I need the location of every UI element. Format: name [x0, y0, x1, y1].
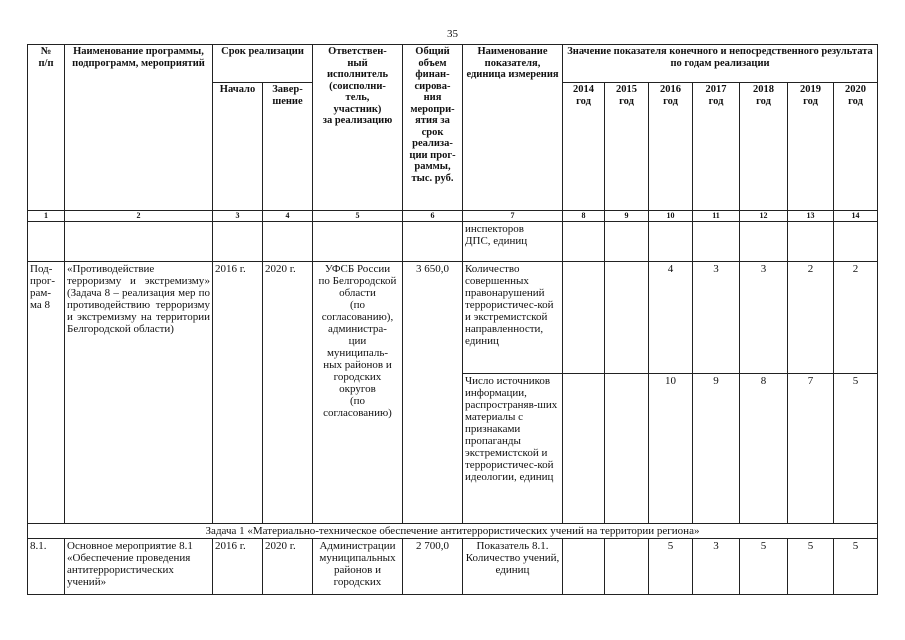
indicator-value: 8 — [740, 374, 788, 524]
col-number: 13 — [788, 211, 834, 222]
indicator-name: Количество совершенных правонарушений террористичес-кой и экстремистской направленности, единиц — [463, 262, 563, 374]
col-number: 8 — [563, 211, 605, 222]
measure-value: 5 — [834, 539, 878, 595]
subprogram-row — [28, 262, 878, 374]
header-executor: Ответствен- ный исполнитель (соисполни- тель, участник) за реализацию — [313, 45, 403, 211]
indicator-value — [605, 374, 649, 524]
indicator-value: 7 — [788, 374, 834, 524]
header-period: Срок реализации — [213, 45, 313, 83]
header-values-title: Значение показателя конечного и непосредственного результата по годам реализации — [563, 45, 878, 83]
indicator-value: 2 — [834, 262, 878, 374]
col-number: 4 — [263, 211, 313, 222]
task-row: Задача 1 «Материально-техническое обеспечение антитеррористических учений на территории региона» — [28, 524, 878, 539]
col-number: 2 — [65, 211, 213, 222]
header-indicator: Наименование показателя, единица измерения — [463, 45, 563, 211]
subprogram-num: Под- прог- рам- ма 8 — [28, 262, 65, 524]
subprogram-volume: 3 650,0 — [403, 262, 463, 524]
header-year: 2017 год — [693, 83, 740, 211]
header-year: 2015 год — [605, 83, 649, 211]
indicator-name: Число источников информации, распространяв-ших материалы с признаками пропаганды экстремистской и террористичес-кой идеологии, единиц — [463, 374, 563, 524]
col-number: 1 — [28, 211, 65, 222]
measure-value: 5 — [740, 539, 788, 595]
col-number: 11 — [693, 211, 740, 222]
measure-value — [563, 539, 605, 595]
col-number: 9 — [605, 211, 649, 222]
measure-value — [605, 539, 649, 595]
col-number: 7 — [463, 211, 563, 222]
indicator-value — [563, 374, 605, 524]
header-volume: Общий объем финан- сирова- ния меропри- ятия за срок реализа- ции прог- раммы, тыс. руб. — [403, 45, 463, 211]
measure-value: 5 — [649, 539, 693, 595]
measure-value: 5 — [788, 539, 834, 595]
measure-start: 2016 г. — [213, 539, 263, 595]
header-start: Начало — [213, 83, 263, 211]
col-number: 14 — [834, 211, 878, 222]
indicator-value — [605, 262, 649, 374]
program-table — [27, 44, 878, 595]
header-year: 2020 год — [834, 83, 878, 211]
indicator-value: 2 — [788, 262, 834, 374]
col-number: 6 — [403, 211, 463, 222]
carry-indicator: инспекторов ДПС, единиц — [463, 222, 563, 262]
carry-over-row — [28, 222, 878, 262]
measure-num: 8.1. — [28, 539, 65, 595]
header-name: Наименование программы, подпрограмм, мероприятий — [65, 45, 213, 211]
subprogram-start: 2016 г. — [213, 262, 263, 524]
header-end: Завер- шение — [263, 83, 313, 211]
page-number: 35 — [447, 28, 458, 40]
indicator-value: 5 — [834, 374, 878, 524]
col-number: 5 — [313, 211, 403, 222]
measure-volume: 2 700,0 — [403, 539, 463, 595]
indicator-value: 3 — [740, 262, 788, 374]
indicator-value: 9 — [693, 374, 740, 524]
indicator-value: 4 — [649, 262, 693, 374]
header-year: 2018 год — [740, 83, 788, 211]
indicator-value: 3 — [693, 262, 740, 374]
header-year: 2016 год — [649, 83, 693, 211]
subprogram-end: 2020 г. — [263, 262, 313, 524]
measure-indicator: Показатель 8.1. Количество учений, единиц — [463, 539, 563, 595]
measure-end: 2020 г. — [263, 539, 313, 595]
col-number: 12 — [740, 211, 788, 222]
measure-value: 3 — [693, 539, 740, 595]
col-number: 3 — [213, 211, 263, 222]
header-year: 2014 год — [563, 83, 605, 211]
indicator-value: 10 — [649, 374, 693, 524]
header-year: 2019 год — [788, 83, 834, 211]
indicator-value — [563, 262, 605, 374]
subprogram-executor: УФСБ России по Белгородской области (по согласованию), администра- ции муниципаль- ных районов и городских округов (по согласованию) — [313, 262, 403, 524]
measure-executor: Администрации муниципальных районов и городских — [313, 539, 403, 595]
measure-row — [28, 539, 878, 595]
subprogram-name: «Противодействие терроризму и экстремизму» (Задача 8 – реализация мер по противодействию терроризму и экстремизму на территории Белгородской области) — [65, 262, 213, 524]
measure-name: Основное мероприятие 8.1 «Обеспечение проведения антитеррористических учений» — [65, 539, 213, 595]
header-num: № п/п — [28, 45, 65, 211]
col-number: 10 — [649, 211, 693, 222]
